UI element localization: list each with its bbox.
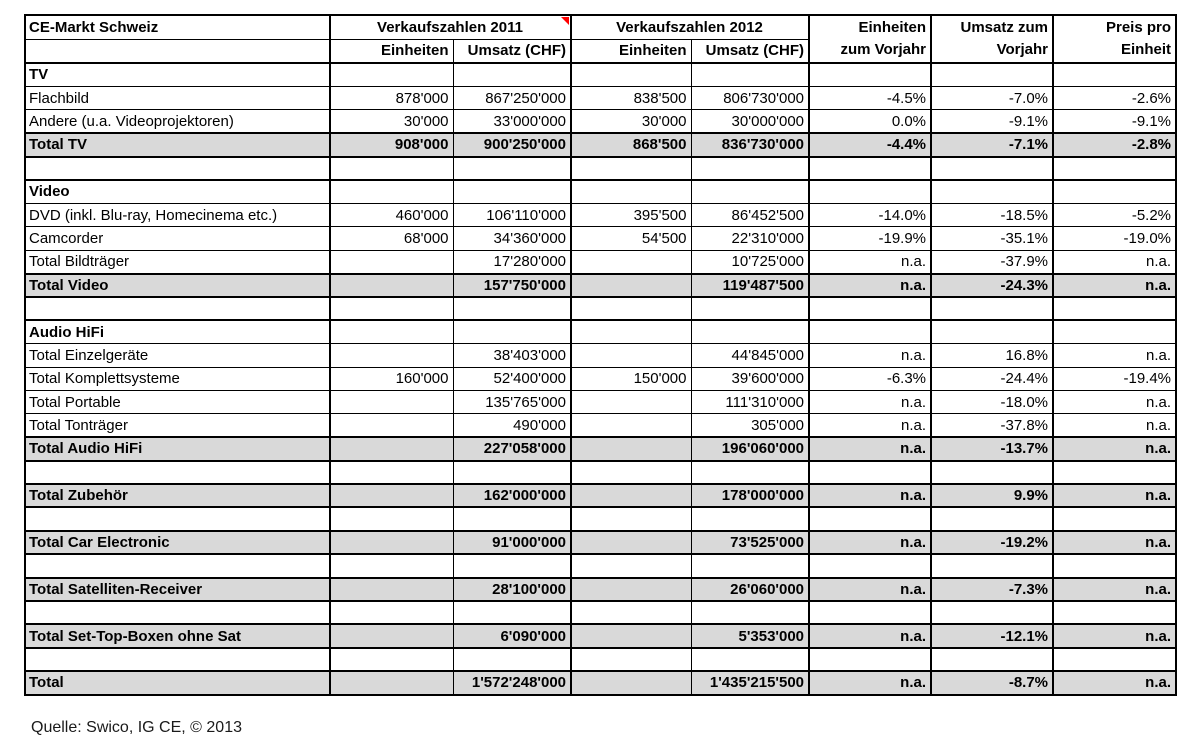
row-label-cell: Camcorder <box>25 227 330 250</box>
colgroup-2012-label: Verkaufszahlen 2012 <box>616 18 763 36</box>
value-cell: n.a. <box>1053 531 1176 554</box>
table-row <box>25 484 1176 507</box>
row-label-cell <box>25 554 330 577</box>
value-cell: n.a. <box>1053 250 1176 273</box>
row-label-cell <box>25 157 330 180</box>
value-cell <box>931 63 1053 86</box>
value-cell <box>809 297 931 320</box>
value-cell: 178'000'000 <box>691 484 809 507</box>
value-cell: 68'000 <box>330 227 453 250</box>
value-cell <box>691 648 809 671</box>
value-cell: 836'730'000 <box>691 133 809 156</box>
value-cell: n.a. <box>809 250 931 273</box>
value-cell: -12.1% <box>931 624 1053 647</box>
row-label-cell <box>25 601 330 624</box>
value-cell: n.a. <box>809 414 931 437</box>
value-cell: 73'525'000 <box>691 531 809 554</box>
value-cell <box>330 414 453 437</box>
value-cell <box>1053 461 1176 484</box>
value-cell: n.a. <box>809 578 931 601</box>
row-label-cell: Flachbild <box>25 86 330 109</box>
value-cell <box>809 180 931 203</box>
value-cell <box>453 461 571 484</box>
value-cell: 838'500 <box>571 86 691 109</box>
value-cell <box>330 320 453 343</box>
value-cell <box>809 63 931 86</box>
row-label-cell: DVD (inkl. Blu-ray, Homecinema etc.) <box>25 203 330 226</box>
value-cell <box>453 554 571 577</box>
value-cell: -19.2% <box>931 531 1053 554</box>
value-cell <box>1053 297 1176 320</box>
value-cell <box>571 554 691 577</box>
value-cell <box>330 507 453 530</box>
row-label-cell <box>25 507 330 530</box>
value-cell <box>330 624 453 647</box>
value-cell <box>1053 554 1176 577</box>
value-cell: 9.9% <box>931 484 1053 507</box>
value-cell <box>691 320 809 343</box>
col-header-einheiten-2011: Einheiten <box>330 39 453 63</box>
value-cell <box>809 554 931 577</box>
value-cell <box>571 531 691 554</box>
value-cell: 150'000 <box>571 367 691 390</box>
table-row <box>25 367 1176 390</box>
value-cell: 22'310'000 <box>691 227 809 250</box>
value-cell: n.a. <box>1053 414 1176 437</box>
value-cell: -7.0% <box>931 86 1053 109</box>
col-header-umsatz-vorjahr: Umsatz zum Vorjahr <box>931 15 1053 63</box>
value-cell: n.a. <box>1053 390 1176 413</box>
table-body <box>25 63 1176 695</box>
value-cell: -4.4% <box>809 133 931 156</box>
value-cell <box>453 648 571 671</box>
value-cell <box>571 390 691 413</box>
value-cell <box>691 157 809 180</box>
value-cell <box>571 250 691 273</box>
table-row <box>25 414 1176 437</box>
row-label-cell: Total Einzelgeräte <box>25 344 330 367</box>
value-cell: 1'572'248'000 <box>453 671 571 694</box>
value-cell: 26'060'000 <box>691 578 809 601</box>
table-row <box>25 648 1176 671</box>
value-cell <box>1053 601 1176 624</box>
row-label-cell: Total Audio HiFi <box>25 437 330 460</box>
table-row <box>25 180 1176 203</box>
value-cell: n.a. <box>809 531 931 554</box>
value-cell: 160'000 <box>330 367 453 390</box>
value-cell: -24.3% <box>931 274 1053 297</box>
value-cell <box>453 157 571 180</box>
value-cell: -18.5% <box>931 203 1053 226</box>
value-cell: 908'000 <box>330 133 453 156</box>
row-label-cell: Video <box>25 180 330 203</box>
value-cell: 806'730'000 <box>691 86 809 109</box>
value-cell <box>1053 180 1176 203</box>
value-cell <box>571 437 691 460</box>
value-cell: 0.0% <box>809 110 931 133</box>
value-cell: 196'060'000 <box>691 437 809 460</box>
row-label-cell: Total Portable <box>25 390 330 413</box>
value-cell <box>571 484 691 507</box>
value-cell: 30'000 <box>330 110 453 133</box>
value-cell <box>330 648 453 671</box>
empty-header-cell <box>25 39 330 63</box>
value-cell: -14.0% <box>809 203 931 226</box>
table-row <box>25 133 1176 156</box>
market-data-table <box>24 14 1177 696</box>
row-label-cell: TV <box>25 63 330 86</box>
table-row <box>25 86 1176 109</box>
value-cell <box>453 507 571 530</box>
value-cell <box>1053 63 1176 86</box>
value-cell <box>931 554 1053 577</box>
value-cell <box>330 63 453 86</box>
value-cell <box>571 414 691 437</box>
table-row <box>25 320 1176 343</box>
value-cell: n.a. <box>809 624 931 647</box>
value-cell <box>330 157 453 180</box>
value-cell: 868'500 <box>571 133 691 156</box>
value-cell: 305'000 <box>691 414 809 437</box>
value-cell: -18.0% <box>931 390 1053 413</box>
value-cell: -9.1% <box>1053 110 1176 133</box>
value-cell <box>453 320 571 343</box>
value-cell <box>809 320 931 343</box>
table-row <box>25 344 1176 367</box>
table-row <box>25 390 1176 413</box>
value-cell <box>330 461 453 484</box>
value-cell: n.a. <box>809 344 931 367</box>
value-cell: 1'435'215'500 <box>691 671 809 694</box>
value-cell: n.a. <box>809 390 931 413</box>
value-cell: 34'360'000 <box>453 227 571 250</box>
value-cell: -19.0% <box>1053 227 1176 250</box>
value-cell: -8.7% <box>931 671 1053 694</box>
value-cell <box>691 63 809 86</box>
value-cell: -2.6% <box>1053 86 1176 109</box>
value-cell <box>1053 507 1176 530</box>
value-cell <box>330 297 453 320</box>
comment-marker-icon <box>561 17 569 25</box>
row-label-cell: Total TV <box>25 133 330 156</box>
table-row <box>25 601 1176 624</box>
value-cell <box>453 63 571 86</box>
value-cell: n.a. <box>809 671 931 694</box>
value-cell: n.a. <box>809 484 931 507</box>
value-cell <box>453 180 571 203</box>
table-row <box>25 203 1176 226</box>
col-header-umsatz-2011: Umsatz (CHF) <box>453 39 571 63</box>
header-row-1 <box>25 15 1176 39</box>
value-cell: -19.9% <box>809 227 931 250</box>
value-cell: 157'750'000 <box>453 274 571 297</box>
value-cell: 39'600'000 <box>691 367 809 390</box>
value-cell <box>691 180 809 203</box>
value-cell: 162'000'000 <box>453 484 571 507</box>
value-cell: -9.1% <box>931 110 1053 133</box>
colgroup-2011-header <box>330 15 571 39</box>
value-cell <box>691 507 809 530</box>
value-cell: n.a. <box>1053 274 1176 297</box>
row-label-cell <box>25 648 330 671</box>
value-cell: n.a. <box>1053 344 1176 367</box>
value-cell: -37.9% <box>931 250 1053 273</box>
value-cell: 16.8% <box>931 344 1053 367</box>
table-row <box>25 157 1176 180</box>
value-cell <box>571 507 691 530</box>
value-cell <box>453 297 571 320</box>
value-cell <box>571 63 691 86</box>
value-cell <box>330 554 453 577</box>
value-cell: n.a. <box>809 274 931 297</box>
value-cell: -4.5% <box>809 86 931 109</box>
row-label-cell <box>25 461 330 484</box>
value-cell: n.a. <box>1053 578 1176 601</box>
table-row <box>25 437 1176 460</box>
table-row <box>25 531 1176 554</box>
table-row <box>25 507 1176 530</box>
value-cell: 395'500 <box>571 203 691 226</box>
value-cell: -35.1% <box>931 227 1053 250</box>
row-label-cell: Total Video <box>25 274 330 297</box>
value-cell <box>1053 157 1176 180</box>
value-cell: -7.3% <box>931 578 1053 601</box>
row-label-cell: Total Set-Top-Boxen ohne Sat <box>25 624 330 647</box>
value-cell <box>330 531 453 554</box>
value-cell: -24.4% <box>931 367 1053 390</box>
value-cell: 38'403'000 <box>453 344 571 367</box>
value-cell: 867'250'000 <box>453 86 571 109</box>
value-cell <box>931 297 1053 320</box>
col-header-einheiten-vorjahr: Einheiten zum Vorjahr <box>809 15 931 63</box>
value-cell <box>571 274 691 297</box>
value-cell <box>931 320 1053 343</box>
table-row <box>25 554 1176 577</box>
col-header-preis-einheit: Preis pro Einheit <box>1053 15 1176 63</box>
table-row <box>25 624 1176 647</box>
value-cell <box>330 437 453 460</box>
value-cell: 30'000'000 <box>691 110 809 133</box>
value-cell: 119'487'500 <box>691 274 809 297</box>
value-cell: 490'000 <box>453 414 571 437</box>
value-cell: 6'090'000 <box>453 624 571 647</box>
value-cell: 135'765'000 <box>453 390 571 413</box>
value-cell: -5.2% <box>1053 203 1176 226</box>
value-cell: -6.3% <box>809 367 931 390</box>
value-cell: 33'000'000 <box>453 110 571 133</box>
value-cell <box>453 601 571 624</box>
col-header-einheiten-2012: Einheiten <box>571 39 691 63</box>
col-header-umsatz-2012: Umsatz (CHF) <box>691 39 809 63</box>
value-cell <box>691 297 809 320</box>
value-cell <box>571 601 691 624</box>
row-label-cell: Total Komplettsysteme <box>25 367 330 390</box>
value-cell: -19.4% <box>1053 367 1176 390</box>
value-cell <box>330 274 453 297</box>
row-label-cell: Andere (u.a. Videoprojektoren) <box>25 110 330 133</box>
value-cell: 54'500 <box>571 227 691 250</box>
value-cell <box>330 671 453 694</box>
value-cell: 227'058'000 <box>453 437 571 460</box>
row-label-cell: Total Bildträger <box>25 250 330 273</box>
value-cell: 900'250'000 <box>453 133 571 156</box>
value-cell: n.a. <box>1053 671 1176 694</box>
value-cell: -7.1% <box>931 133 1053 156</box>
value-cell: 10'725'000 <box>691 250 809 273</box>
colgroup-2012-header <box>571 15 809 39</box>
value-cell <box>330 484 453 507</box>
value-cell <box>330 180 453 203</box>
value-cell <box>330 390 453 413</box>
value-cell: 17'280'000 <box>453 250 571 273</box>
value-cell <box>809 157 931 180</box>
value-cell <box>1053 648 1176 671</box>
value-cell: 878'000 <box>330 86 453 109</box>
row-label-cell: Total Car Electronic <box>25 531 330 554</box>
value-cell <box>691 554 809 577</box>
value-cell <box>571 624 691 647</box>
value-cell: 106'110'000 <box>453 203 571 226</box>
value-cell <box>931 648 1053 671</box>
value-cell: 91'000'000 <box>453 531 571 554</box>
value-cell: 5'353'000 <box>691 624 809 647</box>
table-row <box>25 227 1176 250</box>
value-cell: -13.7% <box>931 437 1053 460</box>
value-cell: 28'100'000 <box>453 578 571 601</box>
row-label-cell: Audio HiFi <box>25 320 330 343</box>
value-cell <box>330 344 453 367</box>
value-cell <box>931 180 1053 203</box>
value-cell: n.a. <box>1053 437 1176 460</box>
colgroup-2011-label: Verkaufszahlen 2011 <box>377 18 523 36</box>
value-cell: n.a. <box>809 437 931 460</box>
row-label-cell: Total Tonträger <box>25 414 330 437</box>
table-row <box>25 250 1176 273</box>
value-cell <box>571 297 691 320</box>
row-label-cell: Total <box>25 671 330 694</box>
value-cell <box>1053 320 1176 343</box>
value-cell <box>330 250 453 273</box>
value-cell: 86'452'500 <box>691 203 809 226</box>
value-cell <box>809 461 931 484</box>
value-cell <box>330 601 453 624</box>
value-cell: n.a. <box>1053 484 1176 507</box>
table-title: CE-Markt Schweiz <box>25 15 330 39</box>
value-cell <box>809 507 931 530</box>
value-cell: n.a. <box>1053 624 1176 647</box>
value-cell <box>571 671 691 694</box>
value-cell <box>571 180 691 203</box>
table-row <box>25 578 1176 601</box>
table-row <box>25 297 1176 320</box>
value-cell <box>809 648 931 671</box>
ce-markt-table <box>24 14 1177 696</box>
value-cell <box>571 157 691 180</box>
value-cell: -2.8% <box>1053 133 1176 156</box>
table-row <box>25 63 1176 86</box>
value-cell <box>330 578 453 601</box>
value-cell <box>809 601 931 624</box>
source-note: Quelle: Swico, IG CE, © 2013 <box>31 719 242 736</box>
value-cell: 44'845'000 <box>691 344 809 367</box>
value-cell: -37.8% <box>931 414 1053 437</box>
row-label-cell <box>25 297 330 320</box>
value-cell <box>571 320 691 343</box>
value-cell <box>691 601 809 624</box>
value-cell: 460'000 <box>330 203 453 226</box>
row-label-cell: Total Satelliten-Receiver <box>25 578 330 601</box>
row-label-cell: Total Zubehör <box>25 484 330 507</box>
table-row <box>25 274 1176 297</box>
table-row <box>25 461 1176 484</box>
value-cell: 30'000 <box>571 110 691 133</box>
value-cell <box>571 578 691 601</box>
value-cell <box>931 157 1053 180</box>
value-cell <box>931 601 1053 624</box>
value-cell <box>571 648 691 671</box>
value-cell <box>931 461 1053 484</box>
value-cell <box>691 461 809 484</box>
value-cell: 52'400'000 <box>453 367 571 390</box>
value-cell <box>571 344 691 367</box>
value-cell <box>571 461 691 484</box>
value-cell <box>931 507 1053 530</box>
value-cell: 111'310'000 <box>691 390 809 413</box>
table-row <box>25 110 1176 133</box>
table-row <box>25 671 1176 694</box>
